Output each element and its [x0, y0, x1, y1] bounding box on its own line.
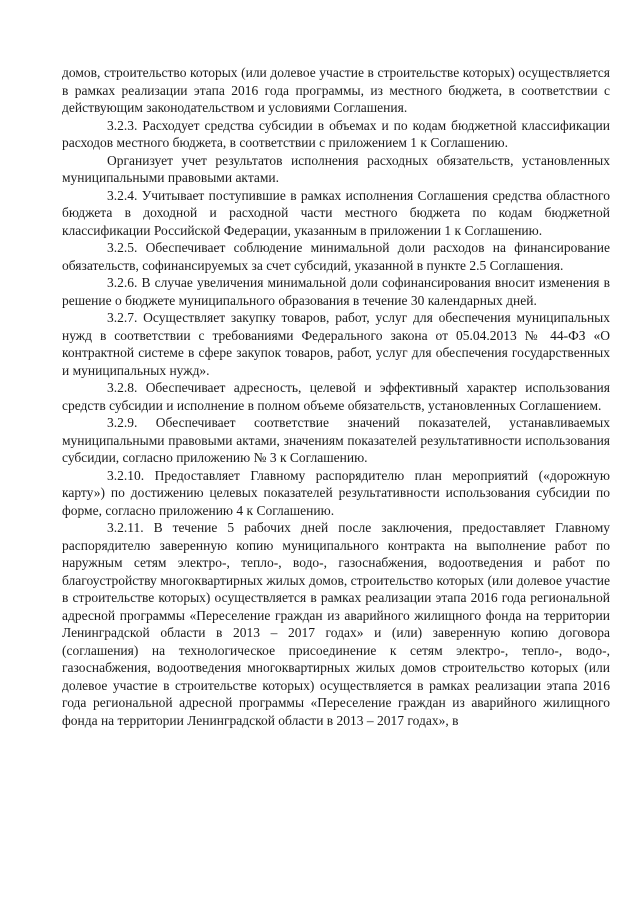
paragraph-3-2-7: 3.2.7. Осуществляет закупку товаров, работ, услуг для обеспечения муниципальных нужд в соответствии с требованиями Федерального закона от 05.04.2013 № 44-ФЗ «О контрактной системе в сфере закупок товаров, работ, услуг для обеспечения государственных и муниципальных нужд».: [62, 310, 610, 378]
paragraph-3-2-5: 3.2.5. Обеспечивает соблюдение минимальной доли расходов на финансирование обязательств, софинансируемых за счет субсидий, указанной в пункте 2.5 Соглашения.: [62, 240, 610, 273]
paragraph-3-2-4: 3.2.4. Учитывает поступившие в рамках исполнения Соглашения средства областного бюджета в доходной и расходной части местного бюджета по кодам бюджетной классификации Российской Федерации, указанным в приложении 1 к Соглашению.: [62, 187, 610, 238]
paragraph-continuation: домов, строительство которых (или долевое участие в строительстве которых) осуществляется в рамках реализации этапа 2016 года программы, из местного бюджета, в соответствии с действующим законодательством и условиями Соглашения.: [62, 65, 610, 115]
paragraph-3-2-3: 3.2.3. Расходует средства субсидии в объемах и по кодам бюджетной классификации расходов местного бюджета, в соответствии с приложением 1 к Соглашению.: [62, 117, 610, 150]
paragraph-3-2-11: 3.2.11. В течение 5 рабочих дней после заключения, предоставляет Главному распорядителю заверенную копию муниципального контракта на выполнение работ по наружным сетям электро-, тепло-, водо-, газоснабжения, водоотведения и работ по благоустройству многоквартирных жилых домов, строительство которых (или долевое участие в строительстве которых) осуществляется в рамках реализации этапа 2016 года региональной адресной программы «Переселение граждан из аварийного жилищного фонда на территории Ленинградской области в 2013 – 2017 годах» и (или) заверенную копию договора (соглашения) на технологическое присоединение к сетям электро-, тепло-, водо-, газоснабжения, водоотведения многоквартирных жилых домов строительство которых (или долевое участие в строительстве которых) осуществляется в рамках реализации этапа 2016 года региональной адресной программы «Переселение граждан из аварийного жилищного фонда на территории Ленинградской области в 2013 – 2017 годах», в: [62, 520, 610, 728]
paragraph-accounting: Организует учет результатов исполнения расходных обязательств, установленных муниципальными правовыми актами.: [62, 152, 610, 185]
paragraph-3-2-8: 3.2.8. Обеспечивает адресность, целевой и эффективный характер использования средств субсидии и исполнение в полном объеме обязательств, установленных Соглашением.: [62, 380, 610, 413]
paragraph-3-2-10: 3.2.10. Предоставляет Главному распорядителю план мероприятий («дорожную карту») по достижению целевых показателей результативности использования субсидии по форме, согласно приложению 4 к Соглашению.: [62, 467, 610, 518]
paragraph-3-2-9: 3.2.9. Обеспечивает соответствие значений показателей, устанавливаемых муниципальными правовыми актами, значениям показателей результативности использования субсидии, согласно приложению № 3 к Соглашению.: [62, 415, 610, 465]
paragraph-3-2-6: 3.2.6. В случае увеличения минимальной доли софинансирования вносит изменения в решение о бюджете муниципального образования в течение 30 календарных дней.: [62, 275, 610, 308]
